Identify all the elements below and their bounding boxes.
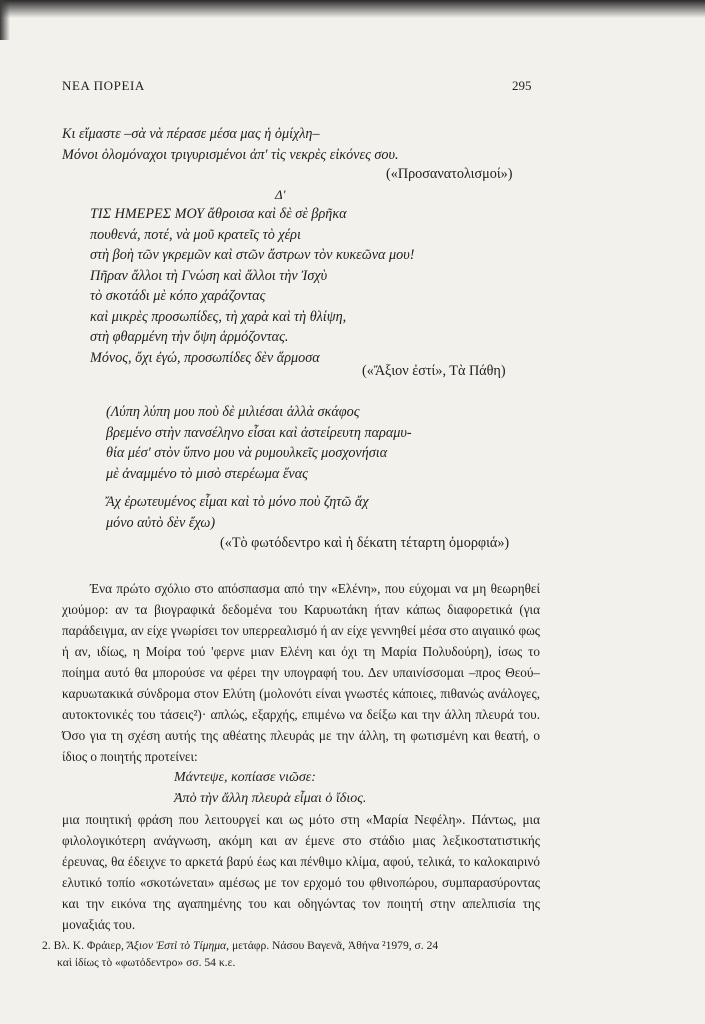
footnote bbox=[42, 937, 542, 971]
quoted-verse-line: Μάντεψε, κοπίασε νιῶσε: bbox=[174, 770, 316, 785]
verse-line: μὲ ἀναμμένο τὸ μισὸ στερέωμα ἕνας bbox=[106, 465, 308, 482]
verse-line: στὴ βοὴ τῶν γκρεμῶν καὶ στῶν ἄστρων τὸν κυκεῶνα μου! bbox=[90, 247, 415, 263]
poem-excerpt-1 bbox=[62, 124, 399, 165]
verse-line: μόνο αὐτὸ δὲν ἔχω) bbox=[106, 514, 216, 531]
poem-source-2: («Ἄξιον ἐστί», Τὰ Πάθη) bbox=[362, 363, 506, 379]
verse-line: θία μέσ' στὸν ὕπνο μου νὰ ρυμουλκεῖς μοσχονήσια bbox=[106, 445, 388, 461]
paragraph: Ένα πρώτο σχόλιο στο απόσπασμα από την «Ελένη», που εύχομαι να μη θεωρηθεί χιούμορ: αν τα βιογραφικά δεδομένα του Καρυωτάκη ήταν κάπως διαφορετικά (για παράδειγμα, αν είχε γνωρίσει τον υπερρεαλισμό ή αν είχε γεννηθεί μέσα στο αιγαιικό φως ή αν, ιδίως, η Μοίρα τού 'φερνε μιαν Ελένη και όχι τη Μαρία Πολυδούρη), ίσως το ποίημα αυτό θα μπορούσε να φέρει την υπογραφή του. Δεν υπαινίσσομαι –προς Θεού– καρυωτακικά σύνδρομα στον Ελύτη (μολονότι είναι γνωστές κάποιες, πιθανώς ανάλογες, αυτοκτονικές του τάσεις²)· απλώς, εξαρχής, επιμένω να δείξω και την άλλη πλευρά του. Όσο για τη σχέση αυτής της αθέατης πλευράς με την άλλη, τη φωτισμένη και θεατή, ο ίδιος ο ποιητής προτείνει: bbox=[62, 581, 540, 764]
verse-line: καὶ μικρὲς προσωπίδες, τὴ χαρὰ καὶ τὴ θλίψη, bbox=[90, 308, 347, 325]
poem-source-3: («Τὸ φωτόδεντρο καὶ ἡ δέκατη τέταρτη ὀμορφιά») bbox=[220, 535, 510, 551]
verse-line: βρεμένο στὴν πανσέληνο εἶσαι καὶ ἀστείρευτη παραμυ- bbox=[106, 424, 412, 441]
footnote-text: , μετάφρ. Νάσου Βαγενᾶ, Ἀθήνα ²1979, σ. 24 bbox=[226, 939, 439, 952]
verse-line: Μόνος, ὄχι ἐγώ, προσωπίδες δὲν ἅρμοσα bbox=[90, 349, 320, 366]
paragraph: μια ποιητική φράση που λειτουργεί και ως μότο στη «Μαρία Νεφέλη». Πάντως, μια φιλολογικότερη ανάγνωση, ακόμη και αν έμενε στο στάδιο μιας λεξικοστατιστικής έρευνας, θα έδειχνε το αρκετά βαρύ έως και πένθιμο κλίμα, αφού, τελικά, το καλοκαιρινό ελυτικό τοπίο «σκοτώνεται» αμέσως με τον ερχομό του φθινοπώρου, συμπαρασύροντας και την εικόνα της αγαπημένης του και οδηγώντας τον ποιητή στην απελπισία της μοναξιάς του. bbox=[62, 812, 540, 932]
poem-excerpt-3 bbox=[106, 402, 412, 484]
quoted-verse-line: Ἀπὸ τὴν ἄλλη πλευρὰ εἶμαι ὁ ἴδιος. bbox=[174, 791, 367, 806]
scan-top-edge bbox=[0, 0, 705, 18]
body-text bbox=[62, 578, 540, 935]
scan-left-shadow bbox=[0, 0, 10, 40]
footnote-book-title: Ἄξιον Ἐστὶ τὸ Τίμημα bbox=[126, 939, 227, 952]
verse-line: τὸ σκοτάδι μὲ κόπο χαράζοντας bbox=[90, 288, 266, 304]
section-mark: Δ' bbox=[275, 187, 286, 202]
verse-line: στὴ φθαρμένη τὴν ὄψη ἁρμόζοντας. bbox=[90, 329, 289, 345]
verse-line: πουθενά, ποτέ, νὰ μοῦ κρατεῖς τὸ χέρι bbox=[90, 226, 301, 243]
verse-line: Ἄχ ἐρωτευμένος εἶμαι καὶ τὸ μόνο ποὺ ζητῶ ἄχ bbox=[106, 494, 369, 510]
verse-line: ΤΙΣ ΗΜΕΡΕΣ ΜΟΥ ἄθροισα καὶ δὲ σὲ βρῆκα bbox=[90, 206, 347, 222]
poem-excerpt-2 bbox=[90, 204, 415, 368]
footnote-marker: 2. bbox=[42, 939, 51, 952]
footnote-text: Βλ. Κ. Φράιερ, bbox=[53, 939, 127, 952]
running-title: ΝΕΑ ΠΟΡΕΙΑ bbox=[62, 78, 145, 93]
page-number: 295 bbox=[512, 78, 532, 93]
poem-source-1: («Προσανατολισμοί») bbox=[386, 166, 513, 182]
footnote-continuation: καὶ ἰδίως τὸ «φωτόδεντρο» σσ. 54 κ.ε. bbox=[57, 956, 236, 969]
verse-line: Πῆραν ἄλλοι τὴ Γνώση καὶ ἄλλοι τὴν Ἰσχὺ bbox=[90, 267, 328, 284]
verse-line: (Λύπη λύπη μου ποὺ δὲ μιλιέσαι ἀλλὰ σκάφος bbox=[106, 404, 360, 420]
poem-excerpt-3-stanza-2 bbox=[106, 492, 369, 533]
verse-line: Μόνοι ὁλομόναχοι τριγυρισμένοι ἀπ' τὶς νεκρὲς εἰκόνες σου. bbox=[62, 146, 399, 163]
verse-line: Κι εἴμαστε –σὰ νὰ πέρασε μέσα μας ἡ ὁμίχλη– bbox=[62, 126, 320, 142]
